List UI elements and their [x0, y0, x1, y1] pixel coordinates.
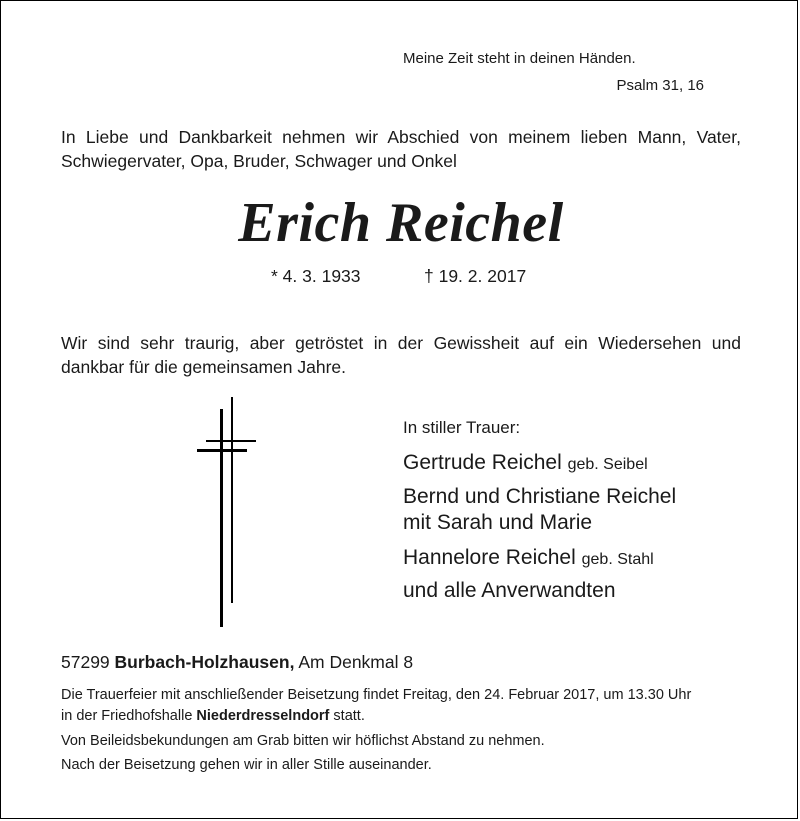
address-town: Burbach-Holzhausen, [114, 652, 295, 672]
mourner-maiden-name: geb. Seibel [567, 456, 648, 473]
intro-text: In Liebe und Dankbarkeit nehmen wir Abschied von meinem lieben Mann, Vater, Schwiegervater, Opa, Bruder, Schwager und Onkel [61, 127, 741, 171]
funeral-info-line1: Die Trauerfeier mit anschließender Beisetzung findet Freitag, den 24. Februar 2017, um 13.30 Uhr [61, 687, 692, 703]
family-address [61, 652, 413, 673]
mourner-name: Gertrude Reichel [403, 451, 562, 474]
condolence-note: Von Beileidsbekundungen am Grab bitten wir höflichst Abstand zu nehmen. [61, 733, 545, 749]
mourner-children [403, 511, 592, 535]
mourning-intro: In stiller Trauer: [403, 418, 521, 437]
mourner-name: mit Sarah und Marie [403, 511, 593, 534]
mourner-relatives [403, 579, 616, 603]
deceased-name: Erich Reichel [238, 192, 564, 254]
mourner-name: und alle Anverwandten [403, 579, 616, 602]
mourner-maiden-name: geb. Stahl [581, 551, 654, 568]
funeral-place: Niederdresselndorf [196, 708, 330, 724]
motto-reference: Psalm 31, 16 [616, 77, 704, 94]
birth-date: * 4. 3. 1933 [271, 266, 361, 286]
after-funeral-note: Nach der Beisetzung gehen wir in aller Stille auseinander. [61, 757, 432, 773]
mourner-name: Bernd und Christiane Reichel [403, 485, 677, 508]
consolation-text: Wir sind sehr traurig, aber getröstet in der Gewissheit auf ein Wiedersehen und dankbar für die gemeinsamen Jahre. [61, 333, 741, 377]
address-street: Am Denkmal 8 [298, 652, 414, 672]
funeral-info-line2 [61, 708, 365, 724]
mourner-bernd-christiane [403, 485, 676, 509]
motto-quote: Meine Zeit steht in deinen Händen. [403, 50, 636, 67]
funeral-hall: in der Friedhofshalle [61, 708, 193, 724]
mourner-hannelore [403, 546, 654, 570]
death-date: † 19. 2. 2017 [424, 266, 527, 286]
mourner-name: Hannelore Reichel [403, 546, 576, 569]
funeral-info-end: statt. [333, 708, 365, 724]
address-zip: 57299 [61, 652, 110, 672]
mourner-gertrude [403, 451, 648, 475]
